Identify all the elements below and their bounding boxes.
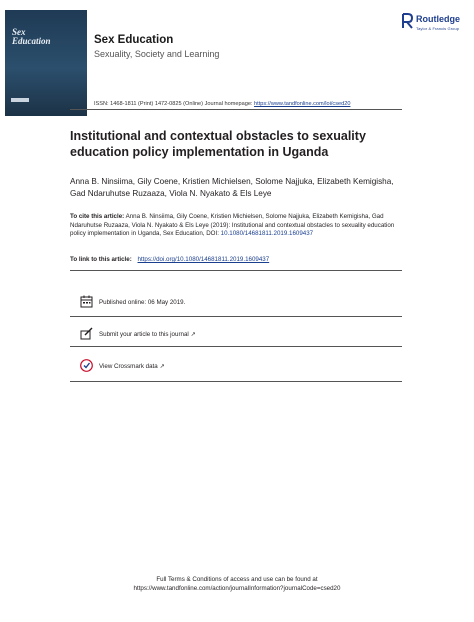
published-online-text: Published online: 06 May 2019. [99, 299, 186, 306]
divider-2 [70, 346, 402, 347]
article-link-line [70, 256, 400, 263]
article-authors: Anna B. Ninsiima, Gily Coene, Kristien Michielsen, Solome Najjuka, Elizabeth Kemigisha, Gad Ndaruhutse Ruzaaza, Viola N. Nyakato & Els Leye [70, 177, 394, 198]
issn-text: ISSN: 1468-1811 (Print) 1472-0825 (Online) Journal homepage: [94, 101, 255, 107]
external-link-icon: ↗ [159, 364, 165, 370]
crossmark-text: View Crossmark data [99, 363, 158, 370]
issn-line [94, 101, 350, 107]
article-title: Institutional and contextual obstacles to sexuality education policy implementation in Uganda [70, 129, 366, 159]
citation-block [70, 213, 400, 239]
crossmark-icon [80, 359, 93, 372]
publisher-tagline: Taylor & Francis Group [416, 26, 460, 31]
article-link-label: To link to this article: [70, 256, 132, 263]
journal-homepage-link[interactable]: https://www.tandfonline.com/loi/csed20 [254, 101, 351, 107]
journal-cover [5, 10, 87, 116]
submit-article-row[interactable] [70, 326, 402, 344]
calendar-icon [80, 295, 93, 308]
routledge-r-icon [402, 13, 413, 29]
footer-terms-line-1: Full Terms & Conditions of access and use can be found at [156, 576, 318, 583]
cover-title [12, 28, 51, 46]
submit-article-text: Submit your article to this journal [99, 331, 189, 338]
crossmark-row[interactable] [70, 358, 402, 376]
divider-1 [70, 316, 402, 317]
citation-doi-link[interactable]: 10.1080/14681811.2019.1609437 [220, 230, 314, 238]
publisher-name: Routledge [416, 14, 460, 24]
cover-title-line-2: Education [12, 36, 51, 46]
cover-publisher-logo [11, 98, 29, 102]
header-divider [70, 109, 402, 110]
journal-subtitle: Sexuality, Society and Learning [94, 49, 220, 59]
submit-article-link[interactable] [99, 331, 196, 338]
crossmark-link[interactable] [99, 363, 165, 370]
cover-title-line-1: Sex [12, 27, 26, 37]
citation-text: Anna B. Ninsiima, Gily Coene, Kristien Michielsen, Solome Najjuka, Elizabeth Kemigisha, Gad Ndaruhutse Ruzaaza, Viola N. Nyakato & Els Leye (2019): Institutional and contextual obstacles to sexuality education policy implementation in Uganda, Sex Education, DOI: [70, 213, 395, 238]
article-doi-link[interactable]: https://doi.org/10.1080/14681811.2019.1609437 [137, 256, 270, 263]
divider-3 [70, 381, 402, 382]
external-link-icon: ↗ [190, 332, 196, 338]
footer-terms-url[interactable]: https://www.tandfonline.com/action/journalInformation?journalCode=csed20 [133, 585, 341, 592]
divider-top [70, 270, 402, 271]
published-online-row [70, 294, 402, 312]
journal-title: Sex Education [94, 34, 174, 46]
pencil-icon [80, 327, 93, 340]
citation-label: To cite this article: [70, 213, 125, 220]
